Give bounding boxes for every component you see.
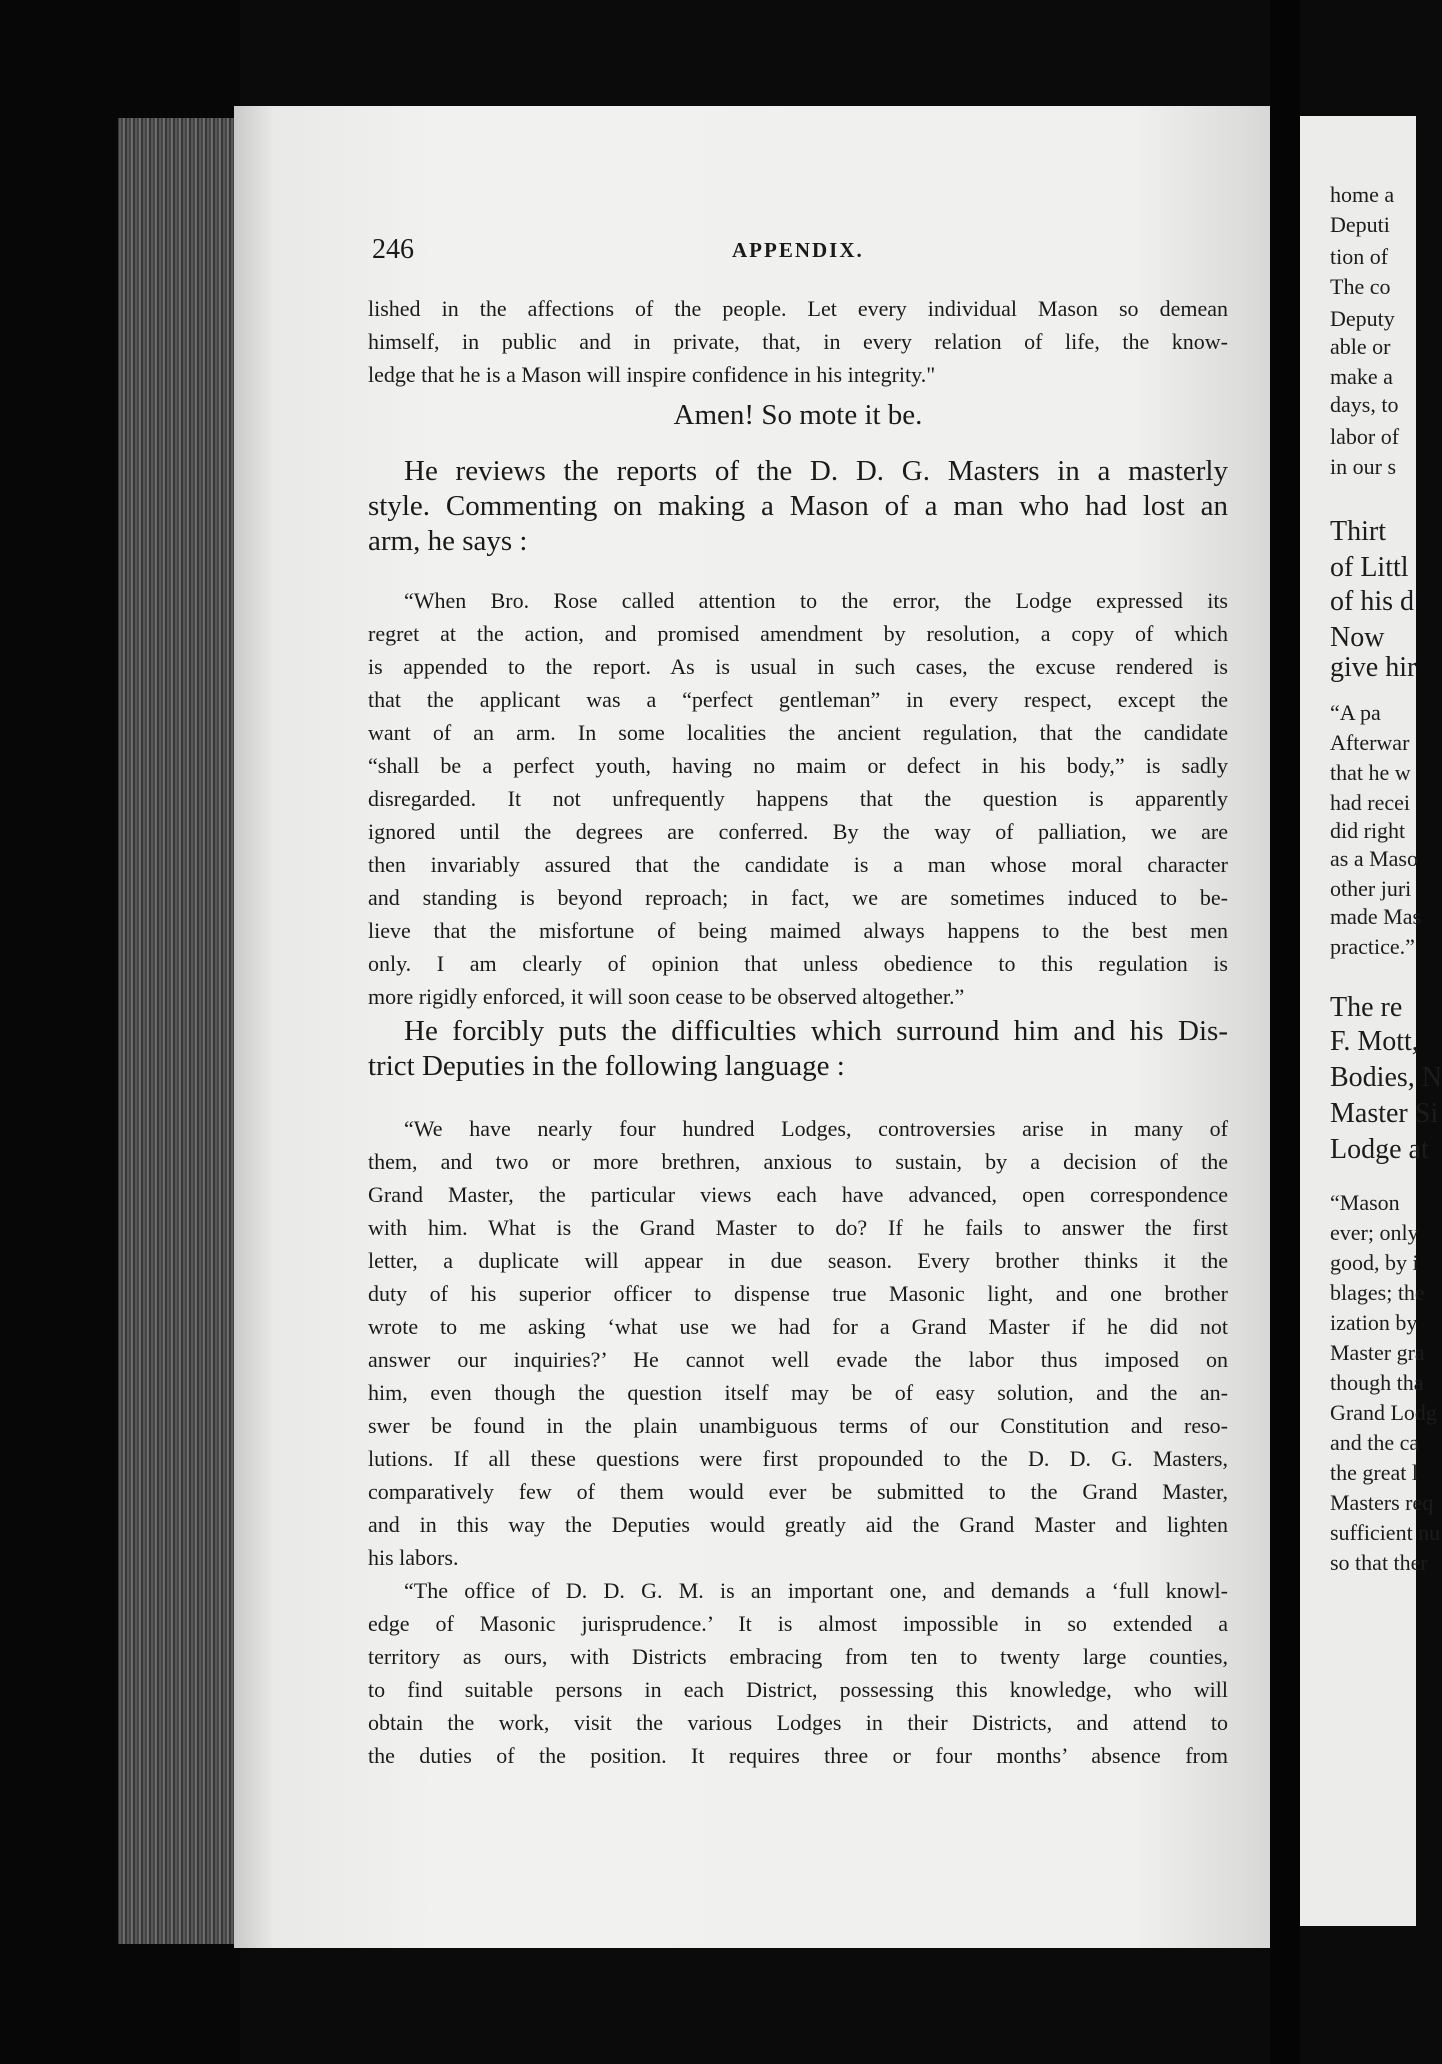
facing-page-fragment: did right [1330,818,1406,843]
facing-page-fragment: ization by [1330,1310,1418,1335]
page-number: 246 [372,234,414,265]
text-line: “We have nearly four hundred Lodges, controversies arise in many of [404,1116,1228,1141]
facing-page-fragment: Master gra [1330,1340,1425,1365]
text-line: lutions. If all these questions were first propounded to the D. D. G. Masters, [368,1446,1228,1471]
paragraph-difficulties [368,1014,1228,1084]
facing-page-fragment: make a [1330,364,1393,389]
facing-page-fragment: of Littl [1330,552,1409,583]
facing-page-fragment: that he w [1330,760,1411,785]
text-line: and in this way the Deputies would greatly aid the Grand Master and lighten [368,1512,1228,1537]
facing-page-fragment: Afterwar [1330,730,1410,755]
facing-page [1300,116,1442,1926]
facing-page-fragment: practice.” [1330,934,1415,959]
text-line: swer be found in the plain unambiguous terms of our Constitution and reso- [368,1413,1228,1438]
facing-page-fragment: labor of [1330,424,1400,449]
facing-page-fragment: had recei [1330,790,1410,815]
running-head [372,234,1232,268]
facing-page-fragment: Bodies, N [1330,1062,1442,1093]
facing-page-fragment: tion of [1330,244,1389,269]
facing-page-fragment: sufficient nu [1330,1520,1441,1545]
text-line: “shall be a perfect youth, having no maim or defect in his body,” is sadly [368,753,1228,778]
text-line: only. I am clearly of opinion that unless obedience to this regulation is [368,951,1228,976]
facing-page-fragment: in our s [1330,454,1396,479]
text-line: then invariably assured that the candidate is a man whose moral character [368,852,1228,877]
text-line: Grand Master, the particular views each have advanced, open correspondence [368,1182,1228,1207]
text-line: disregarded. It not unfrequently happens that the question is apparently [368,786,1228,811]
facing-page-fragment: Grand Lodg [1330,1400,1437,1425]
facing-page-fragment: and the ca [1330,1430,1420,1455]
text-line: trict Deputies in the following language : [368,1050,845,1082]
facing-page-fragment: so that ther [1330,1550,1428,1575]
text-line: and standing is beyond reproach; in fact, we are sometimes induced to be- [368,885,1228,910]
facing-page-fragment: though tha [1330,1370,1424,1395]
text-line: more rigidly enforced, it will soon cease to be observed altogether.” [368,984,965,1009]
text-line: obtain the work, visit the various Lodges in their Districts, and attend to [368,1710,1228,1735]
quote-rose [368,584,1228,1013]
facing-page-fragment: Lodge at [1330,1134,1429,1165]
text-line: lieve that the misfortune of being maimed always happens to the best men [368,918,1228,943]
facing-page-fragment: blages; the [1330,1280,1425,1305]
facing-page-fragment: ever; only [1330,1220,1419,1245]
paragraph-reviews [368,454,1228,559]
text-line: the duties of the position. It requires three or four months’ absence from [368,1743,1228,1768]
quote-office [368,1574,1228,1772]
amen-line [368,398,1228,433]
text-line: them, and two or more brethren, anxious to sustain, by a decision of the [368,1149,1228,1174]
text-line: arm, he says : [368,525,528,557]
facing-page-fragment: Master Si [1330,1098,1439,1129]
text-line: him, even though the question itself may be of easy solution, and the an- [368,1380,1228,1405]
text-line: to find suitable persons in each District, possessing this knowledge, who will [368,1677,1228,1702]
text-line: He forcibly puts the difficulties which surround him and his Dis- [404,1015,1228,1047]
facing-page-fragment: F. Mott, [1330,1026,1419,1057]
quote-opening [368,292,1228,391]
facing-page-fragment: “Mason [1330,1190,1400,1215]
text-line: ignored until the degrees are conferred. By the way of palliation, we are [368,819,1228,844]
text-line: that the applicant was a “perfect gentleman” in every respect, except the [368,687,1228,712]
book-gutter [1270,0,1300,2064]
text-line: edge of Masonic jurisprudence.’ It is almost impossible in so extended a [368,1611,1228,1636]
text-line: He reviews the reports of the D. D. G. Masters in a masterly [404,455,1228,487]
facing-page-fragment: days, to [1330,392,1399,417]
text-line: wrote to me asking ‘what use we had for a Grand Master if he did not [368,1314,1228,1339]
text-line: regret at the action, and promised amendment by resolution, a copy of which [368,621,1228,646]
facing-page-fragment: “A pa [1330,700,1381,725]
page-edges [118,118,240,1944]
facing-page-fragment: The re [1330,992,1403,1023]
text-line: letter, a duplicate will appear in due season. Every brother thinks it the [368,1248,1228,1273]
text-line: with him. What is the Grand Master to do? If he fails to answer the first [368,1215,1228,1240]
facing-page-fragment: home a [1330,182,1395,207]
text-line: “The office of D. D. G. M. is an important one, and demands a ‘full knowl- [404,1578,1228,1603]
running-title: APPENDIX. [732,238,864,262]
text-line: comparatively few of them would ever be submitted to the Grand Master, [368,1479,1228,1504]
facing-page-fragment: Now [1330,622,1385,653]
text-line: territory as ours, with Districts embracing from ten to twenty large counties, [368,1644,1228,1669]
text-line: style. Commenting on making a Mason of a man who had lost an [368,490,1228,522]
facing-page-fragment: Deputy [1330,306,1395,331]
facing-page-fragment: other juri [1330,876,1412,901]
facing-page-fragment: Deputi [1330,212,1390,237]
text-line: ledge that he is a Mason will inspire confidence in his integrity." [368,362,936,387]
text-line: is appended to the report. As is usual in such cases, the excuse rendered is [368,654,1228,679]
facing-page-fragment: able or [1330,334,1391,359]
facing-page-fragment: Masters req [1330,1490,1434,1515]
text-line: duty of his superior officer to dispense true Masonic light, and one brother [368,1281,1228,1306]
facing-page-fragment: made Mas [1330,904,1422,929]
text-line: Amen! So mote it be. [673,399,923,431]
quote-lodges [368,1112,1228,1574]
text-line: want of an arm. In some localities the ancient regulation, that the candidate [368,720,1228,745]
facing-page-fragment: good, by i [1330,1250,1419,1275]
text-line: himself, in public and in private, that, in every relation of life, the know- [368,329,1228,354]
facing-page-fragment: Thirt [1330,516,1386,547]
facing-page-fragment: The co [1330,274,1391,299]
text-line: lished in the affections of the people. Let every individual Mason so demean [368,296,1228,321]
facing-page-fragment: as a Maso [1330,846,1418,871]
text-line: answer our inquiries?’ He cannot well evade the labor thus imposed on [368,1347,1228,1372]
facing-page-fragment: of his d [1330,586,1414,617]
text-line: his labors. [368,1545,459,1570]
facing-page-fragment: give hir [1330,652,1417,683]
facing-page-fragment: the great l [1330,1460,1418,1485]
text-line: “When Bro. Rose called attention to the error, the Lodge expressed its [404,588,1228,613]
